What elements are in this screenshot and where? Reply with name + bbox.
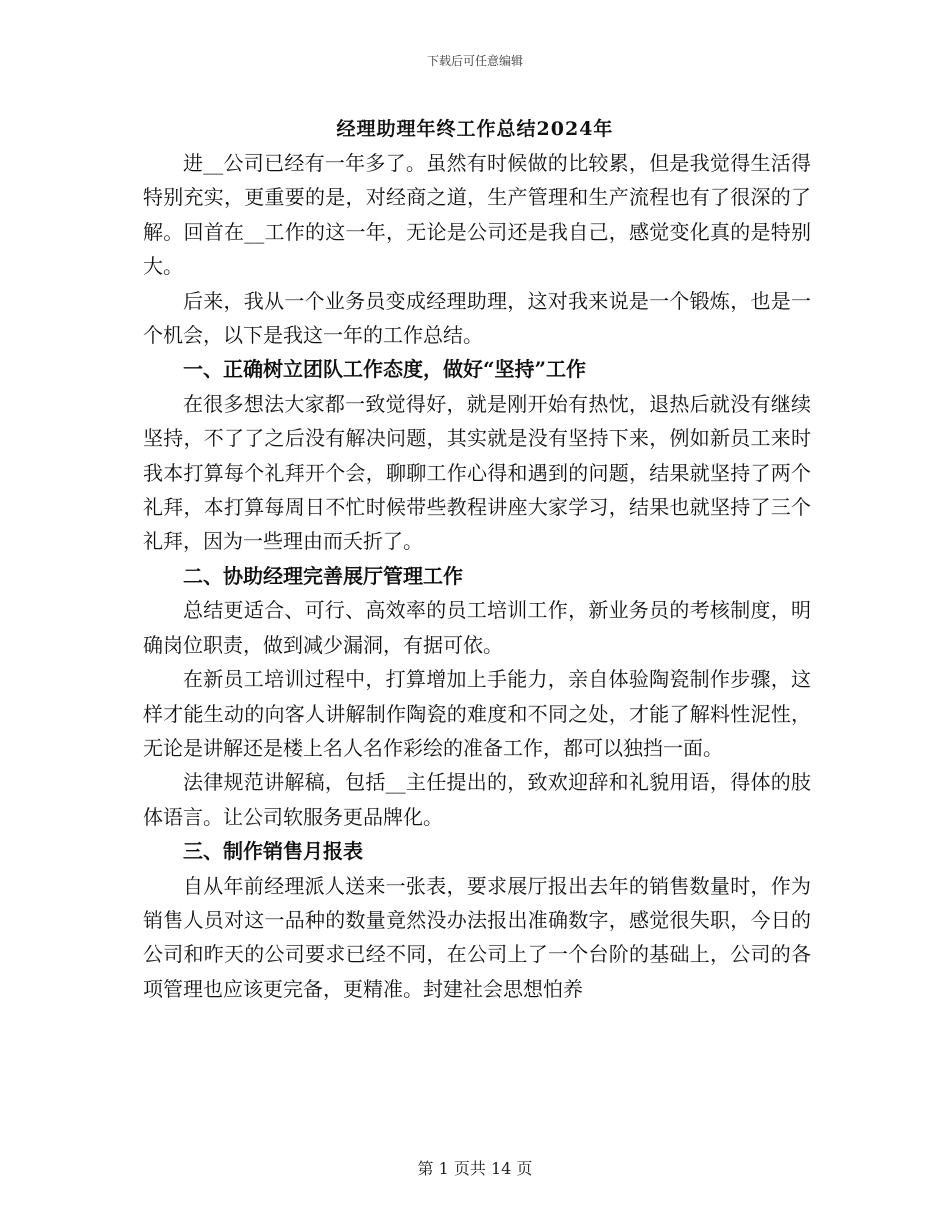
header-note: 下载后可任意编辑 [426, 54, 523, 68]
section-heading-1: 一、正确树立团队工作态度，做好“坚持”工作 [183, 357, 587, 382]
section-heading-2: 二、协助经理完善展厅管理工作 [183, 563, 463, 588]
section-heading-3: 三、制作销售月报表 [183, 839, 363, 864]
paragraph-persistence: 在很多想法大家都一致觉得好，就是刚开始有热忱，退热后就没有继续坚持，不了了之后没有解决问题，其实就是没有坚持下来，例如新员工来时我本打算每个礼拜开个会，聊聊工作心得和遇到的问题，结果就坚持了两个礼拜，本打算每周日不忙时候带些教程讲座大家学习，结果也就坚持了三个礼拜，因为一些理由而夭折了。 [143, 391, 811, 554]
page-number-footer: 第 1 页共 14 页 [417, 1159, 533, 1178]
paragraph-role-change: 后来，我从一个业务员变成经理助理，这对我来说是一个锻炼，也是一个机会，以下是我这一年的工作总结。 [143, 288, 811, 348]
paragraph-sales-report: 自从年前经理派人送来一张表，要求展厅报出去年的销售数量时，作为销售人员对这一品种的数量竟然没办法报出准确数字，感觉很失职，今日的公司和昨天的公司要求已经不同，在公司上了一个台阶的基础上，公司的各项管理也应该更完备，更精准。封建社会思想怕养 [143, 873, 811, 1001]
paragraph-intro: 进__公司已经有一年多了。虽然有时候做的比较累，但是我觉得生活得特别充实，更重要的是，对经商之道，生产管理和生产流程也有了很深的了解。回首在__工作的这一年，无论是公司还是我自己，感觉变化真的是特别大。 [143, 151, 811, 279]
document-body [143, 146, 811, 1006]
paragraph-new-staff-training: 在新员工培训过程中，打算增加上手能力，亲自体验陶瓷制作步骤，这样才能生动的向客人讲解制作陶瓷的难度和不同之处，才能了解料性泥性，无论是讲解还是楼上名人名作彩绘的准备工作，都可以独挡一面。 [143, 667, 811, 760]
paragraph-training-system: 总结更适合、可行、高效率的员工培训工作，新业务员的考核制度，明确岗位职责，做到减少漏洞，有据可依。 [143, 598, 811, 657]
paragraph-etiquette: 法律规范讲解稿，包括__主任提出的，致欢迎辞和礼貌用语，得体的肢体语言。让公司软服务更品牌化。 [143, 770, 811, 829]
document-title: 经理助理年终工作总结2024年 [336, 118, 614, 140]
